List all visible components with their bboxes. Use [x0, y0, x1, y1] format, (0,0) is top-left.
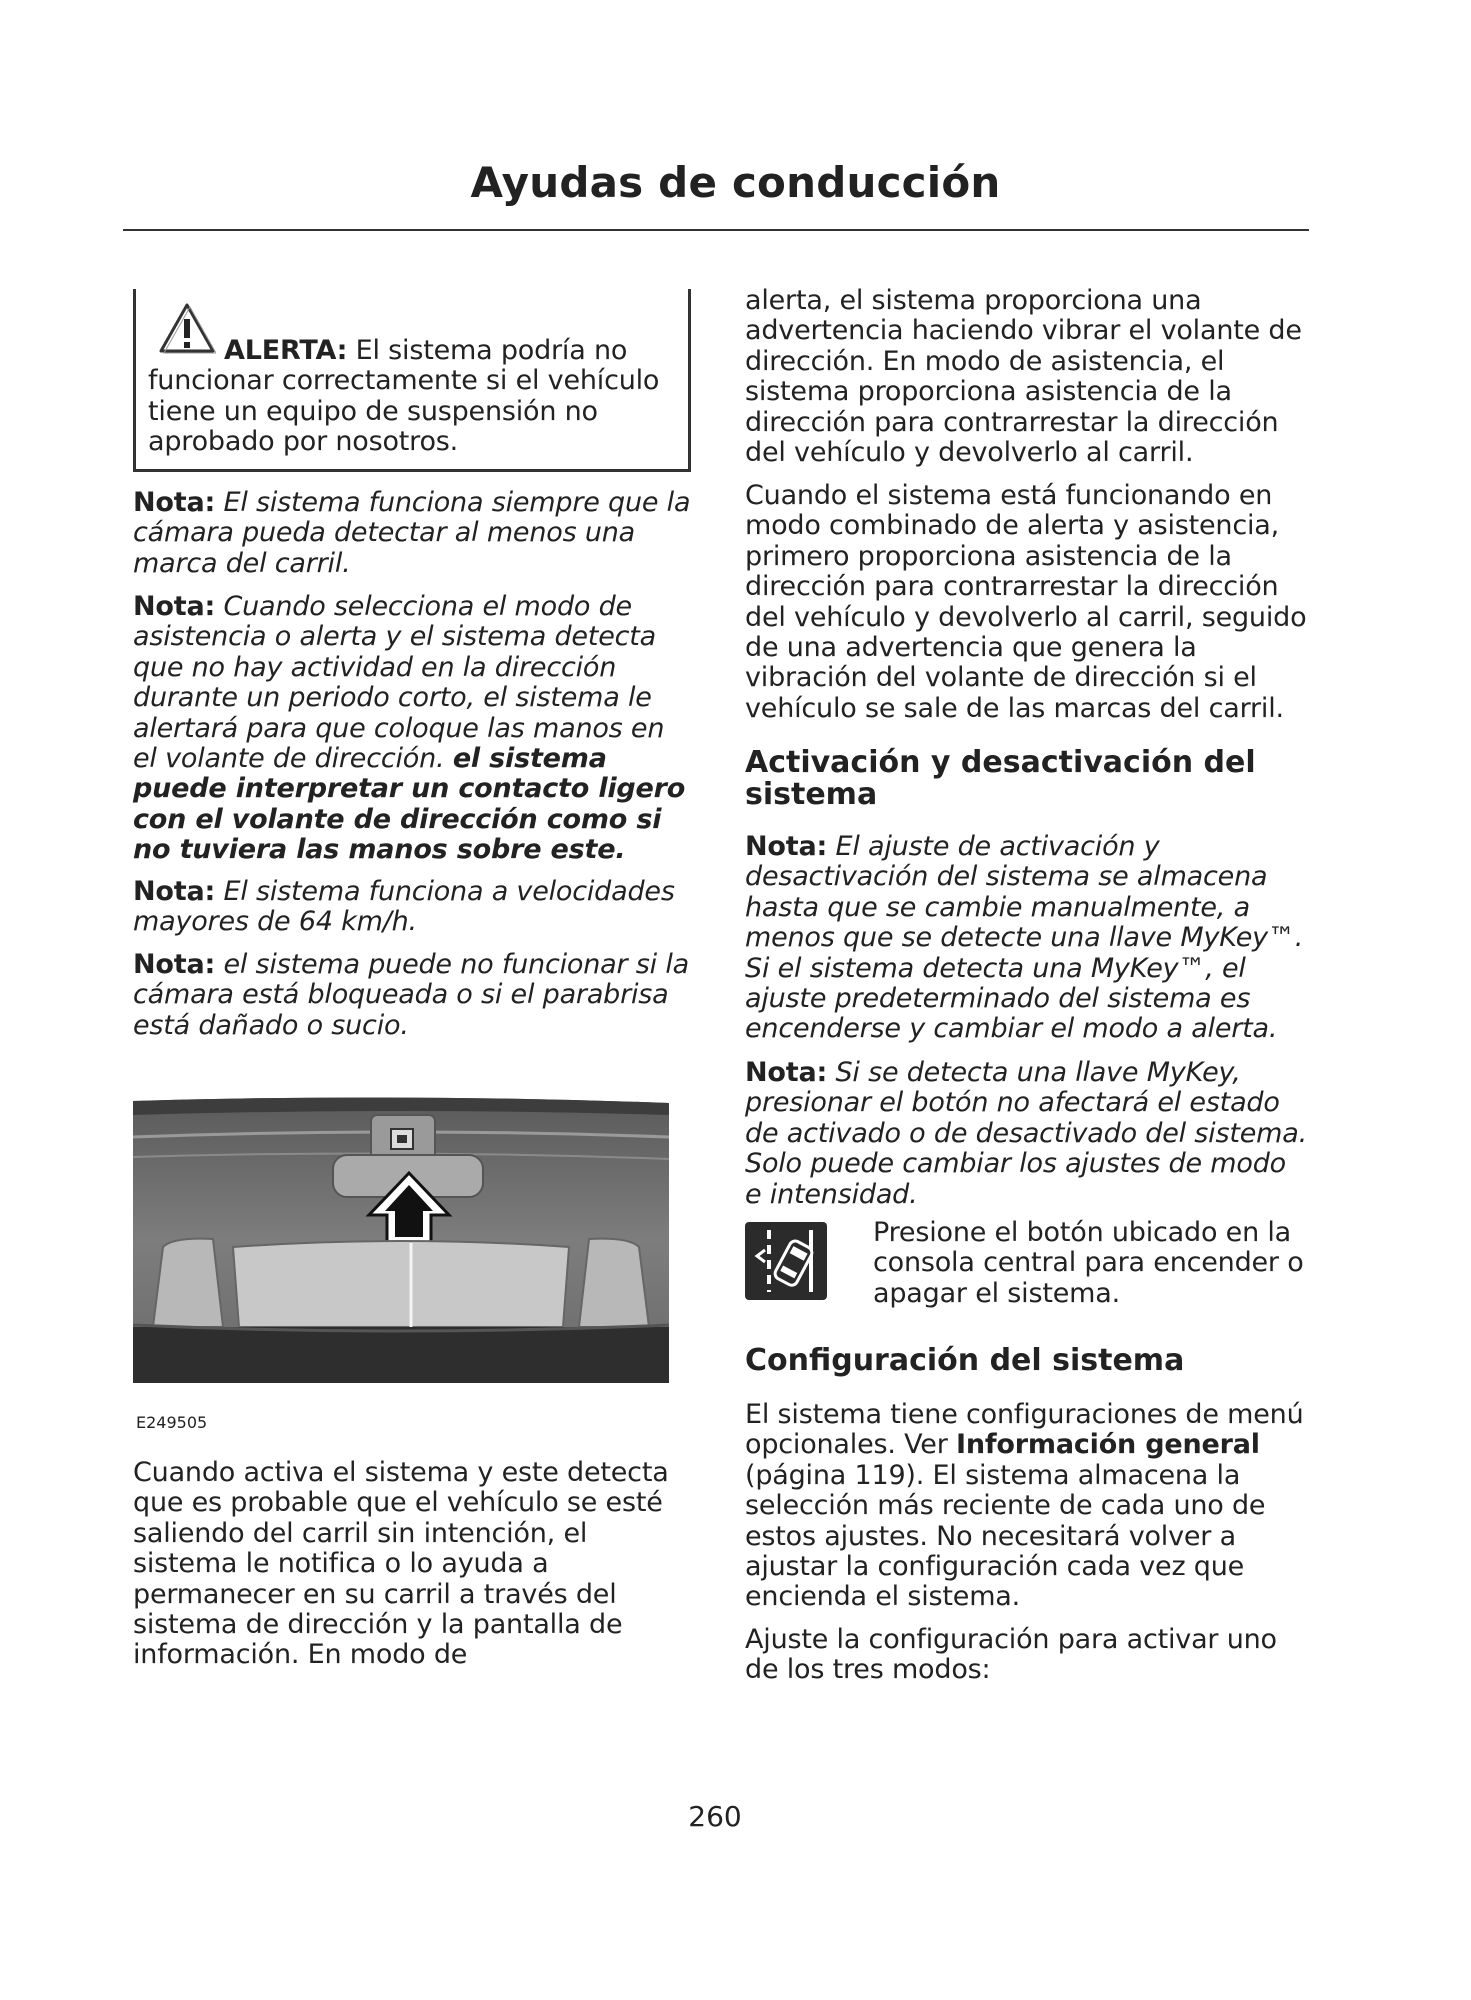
- note-text: el sistema puede no funcionar si la cámara está bloqueada o si el parabrisa está dañado o sucio.: [133, 949, 689, 1041]
- activation-note-1: [745, 832, 1310, 1045]
- note-text: Si se detecta una llave MyKey, presionar el botón no afectará el estado de activado o de desactivado del sistema. Solo puede cambiar los ajustes de modo e intensidad.: [745, 1057, 1307, 1210]
- alert-box: [133, 289, 691, 472]
- page-title: Ayudas de conducción: [470, 158, 1001, 207]
- title-divider: [123, 229, 1309, 231]
- note-2: [133, 592, 693, 866]
- right-body-paragraph-1: alerta, el sistema proporciona una advertencia haciendo vibrar el volante de dirección. En modo de asistencia, el sistema proporciona asistencia de la dirección para contrarrestar la dirección del vehículo y devolverlo al carril.: [745, 285, 1302, 469]
- section-heading-activation: Activación y desactivación del sistema: [745, 745, 1256, 812]
- section-heading-config: Configuración del sistema: [745, 1343, 1185, 1378]
- note-label: Nota:: [133, 876, 216, 907]
- note-4: [133, 950, 693, 1041]
- note-text: El ajuste de activación y desactivación del sistema se almacena hasta que se cambie manualmente, a menos que se detecte una llave MyKey™. Si el sistema detecta una MyKey™, el ajuste predeterminado del sistema es encenderse y cambiar el modo a alerta.: [745, 831, 1304, 1045]
- button-instruction: Presione el botón ubicado en la consola central para encender o apagar el sistema.: [873, 1217, 1304, 1309]
- left-body-paragraph: Cuando activa el sistema y este detecta que es probable que el vehículo se esté saliendo del carril sin intención, el sistema le notifica o lo ayuda a permanecer en su carril a través del sistema de dirección y la pantalla de información. En modo de: [133, 1457, 669, 1671]
- note-label: Nota:: [745, 831, 828, 862]
- lane-keeping-icon: [745, 1222, 827, 1300]
- note-label: Nota:: [133, 591, 216, 622]
- note-text: El sistema funciona a velocidades mayores de 64 km/h.: [133, 876, 675, 938]
- note-1: [133, 488, 693, 579]
- config-text-b: (página 119). El sistema almacena la selección más reciente de cada uno de estos ajustes. No necesitará volver a ajustar la configuración cada vez que encienda el sistema.: [745, 1459, 1266, 1613]
- note-3: [133, 877, 693, 938]
- note-bold-text: el sistema puede interpretar un contacto ligero con el volante de dirección como si no tuviera las manos sobre este.: [133, 743, 686, 866]
- right-body-paragraph-2: Cuando el sistema está funcionando en modo combinado de alerta y asistencia, primero proporciona asistencia de la dirección para contrarrestar la dirección del vehículo y devolverlo al carril, seguido de una advertencia que genera la vibración del volante de dirección si el vehículo se sale de las marcas del carril.: [745, 480, 1307, 724]
- note-text: Cuando selecciona el modo de asistencia o alerta y el sistema detecta que no hay actividad en la dirección durante un periodo corto, el sistema le alertará para que coloque las manos en el volante de dirección.: [133, 591, 665, 775]
- note-text: El sistema funciona siempre que la cámara pueda detectar al menos una marca del carril.: [133, 487, 691, 579]
- alert-text: [148, 336, 678, 458]
- figure-code: E249505: [136, 1413, 208, 1432]
- alert-label: ALERTA:: [224, 335, 348, 366]
- alert-body: El sistema podría no funcionar correctamente si el vehículo tiene un equipo de suspensión no aprobado por nosotros.: [148, 335, 660, 458]
- note-label: Nota:: [133, 487, 216, 518]
- note-label: Nota:: [745, 1057, 828, 1088]
- config-paragraph-1: [745, 1400, 1310, 1613]
- cross-reference-link[interactable]: Información general: [956, 1429, 1260, 1461]
- camera-location-figure: [133, 1097, 669, 1383]
- page-number: 260: [688, 1800, 742, 1833]
- config-paragraph-2: Ajuste la configuración para activar uno de los tres modos:: [745, 1624, 1277, 1686]
- note-label: Nota:: [133, 949, 216, 980]
- config-text-a: El sistema tiene configuraciones de menú opcionales. Ver: [745, 1399, 1304, 1461]
- activation-note-2: [745, 1058, 1310, 1210]
